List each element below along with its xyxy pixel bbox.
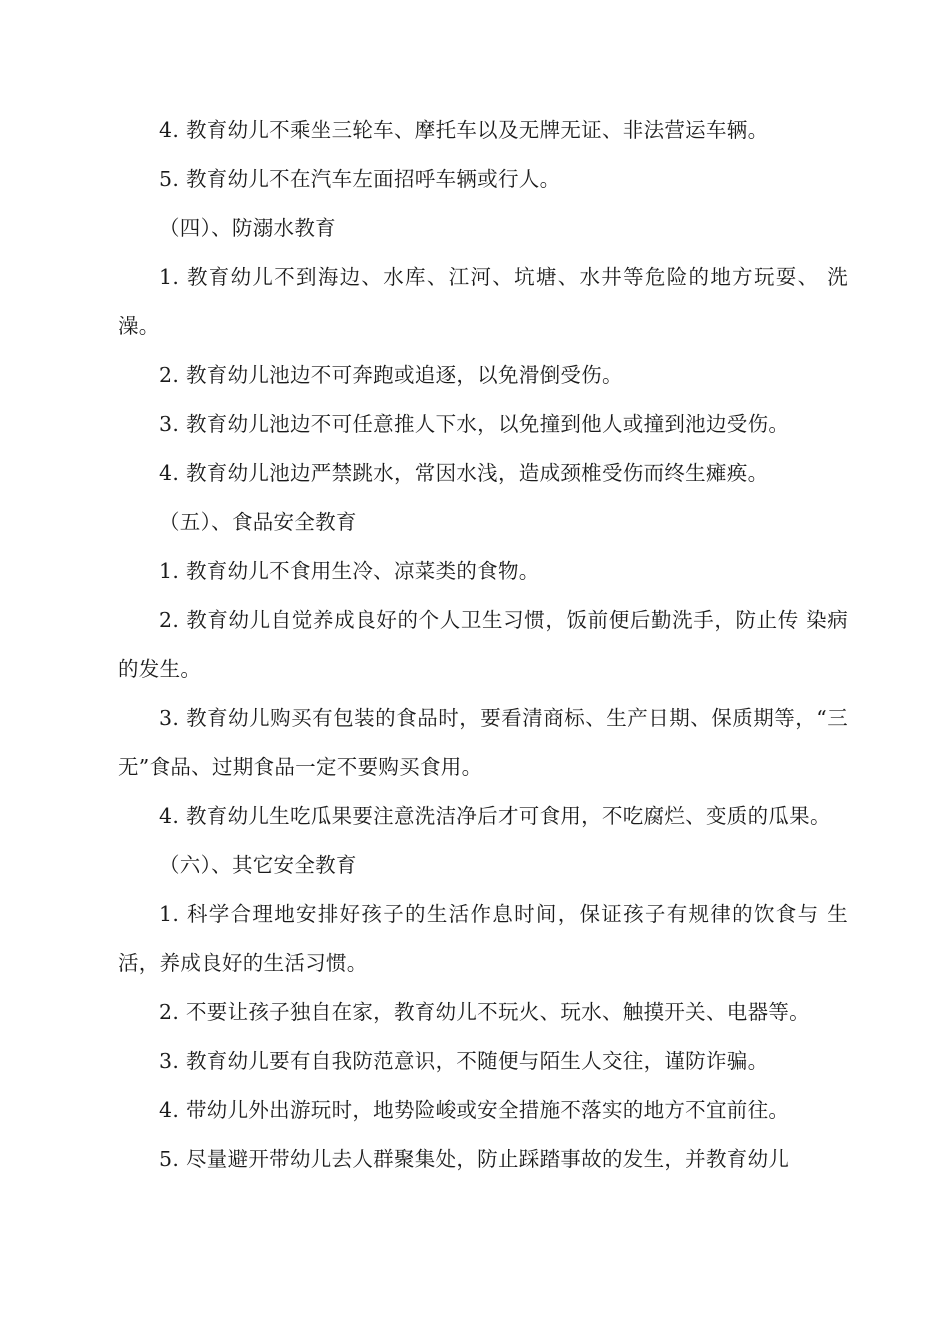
section-heading-qita: （六）、其它安全教育	[159, 853, 357, 877]
list-item: 1. 教育幼儿不食用生冷、凉菜类的食物。	[159, 559, 540, 583]
list-item: 4. 带幼儿外出游玩时，地势险峻或安全措施不落实的地方不宜前往。	[159, 1098, 790, 1122]
list-item: 2. 不要让孩子独自在家，教育幼儿不玩火、玩水、触摸开关、电器等。	[159, 1000, 810, 1024]
section-heading-fangnishui: （四）、防溺水教育	[159, 216, 336, 240]
list-item: 1. 科学合理地安排好孩子的生活作息时间，保证孩子有规律的饮食与 生活，养成良好的生活习惯。	[118, 902, 848, 975]
list-item: 3. 教育幼儿要有自我防范意识，不随便与陌生人交往，谨防诈骗。	[159, 1049, 769, 1073]
list-item: 2. 教育幼儿池边不可奔跑或追逐，以免滑倒受伤。	[159, 363, 623, 387]
document-body	[118, 106, 848, 1184]
list-item: 3. 教育幼儿池边不可任意推人下水，以免撞到他人或撞到池边受伤。	[159, 412, 790, 436]
list-item: 4. 教育幼儿生吃瓜果要注意洗洁净后才可食用，不吃腐烂、变质的瓜果。	[159, 804, 831, 828]
list-item: 4. 教育幼儿不乘坐三轮车、摩托车以及无牌无证、非法营运车辆。	[159, 118, 769, 142]
list-item: 2. 教育幼儿自觉养成良好的个人卫生习惯，饭前便后勤洗手，防止传 染病的发生。	[118, 608, 848, 681]
list-item: 3. 教育幼儿购买有包装的食品时，要看清商标、生产日期、保质期等，“三无”食品、过期食品一定不要购买食用。	[118, 706, 848, 779]
list-item: 4. 教育幼儿池边严禁跳水，常因水浅，造成颈椎受伤而终生瘫痪。	[159, 461, 769, 485]
list-item: 5. 尽量避开带幼儿去人群聚集处，防止踩踏事故的发生，并教育幼儿	[159, 1147, 790, 1171]
list-item: 5. 教育幼儿不在汽车左面招呼车辆或行人。	[159, 167, 561, 191]
list-item: 1. 教育幼儿不到海边、水库、江河、坑塘、水井等危险的地方玩耍、 洗澡。	[118, 265, 848, 338]
section-heading-shipin: （五）、食品安全教育	[159, 510, 357, 534]
